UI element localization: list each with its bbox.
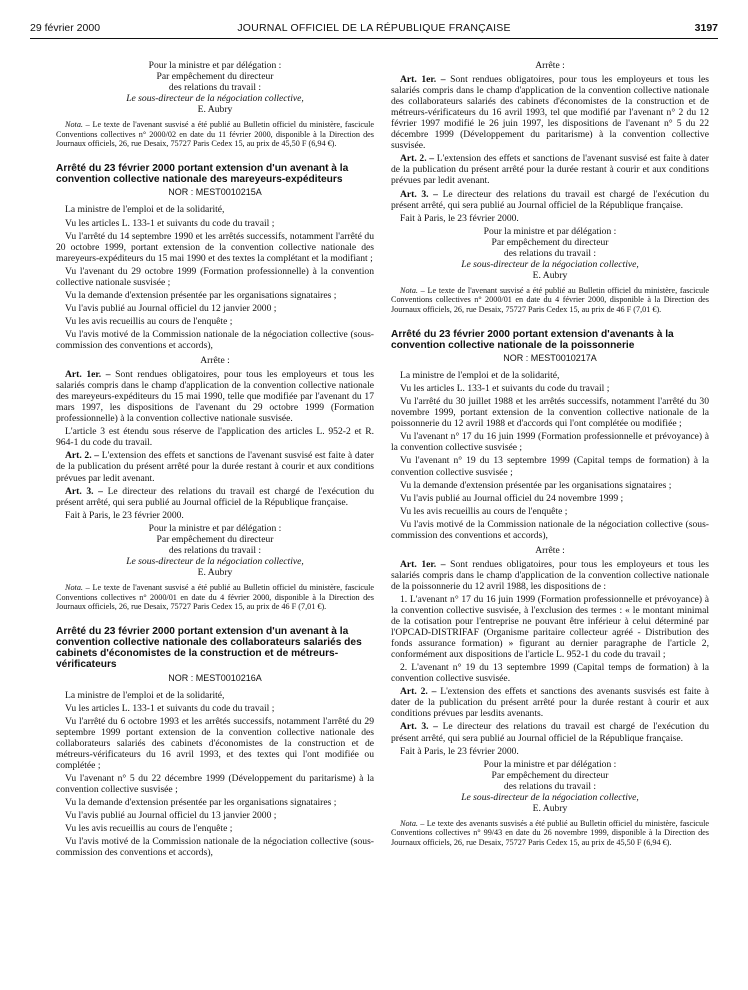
- nota: [56, 120, 374, 149]
- sig-line: Pour la ministre et par délégation :: [483, 758, 617, 770]
- paragraph: Vu l'avis publié au Journal officiel du 13 janvier 2000 ;: [65, 810, 277, 822]
- sig-line: Le sous-directeur de la négociation collective,: [126, 555, 304, 567]
- sig-name: E. Aubry: [197, 566, 233, 578]
- nota: [391, 286, 709, 315]
- sig-line: Le sous-directeur de la négociation collective,: [461, 258, 639, 270]
- list-item: 2. L'avenant n° 19 du 13 septembre 1999 (Capital temps de formation) à la convention collective susvisée.: [391, 662, 709, 685]
- article-label: Art. 1er. –: [400, 74, 446, 86]
- paragraph: Vu l'avenant n° 17 du 16 juin 1999 (Formation professionnelle et prévoyance) à la convention collective susvisée ;: [391, 431, 709, 454]
- nota-text: Le texte des avenants susvisés a été publié au Bulletin officiel du ministère, fascicule Conventions collectives n° 99/43 en date du 26 novembre 1999, disponible à la Direction des Journaux officiels, 26, rue Desaix, 75727 Paris Cedex 15, au prix de 45,50 F (6,94 €).: [391, 818, 710, 848]
- paragraph: La ministre de l'emploi et de la solidarité,: [65, 204, 225, 216]
- sig-line: Pour la ministre et par délégation :: [148, 522, 282, 534]
- signature-block: [391, 226, 709, 281]
- article-text: Le directeur des relations du travail est chargé de l'exécution du présent arrêté, qui sera publié au Journal officiel de la République française.: [391, 188, 709, 211]
- article: [56, 369, 374, 424]
- nota-label: Nota. –: [65, 120, 90, 130]
- arrete-label: Arrête :: [535, 544, 565, 556]
- nota-text: Le texte de l'avenant susvisé a été publié au Bulletin officiel du ministère, fascicule Conventions collectives n° 2000/01 en date du 4 février 2000, disponible à la Direction des Journaux officiels, 26, rue Desaix, 75727 Paris Cedex 15, au prix de 46 F (7,01 €).: [56, 582, 374, 612]
- sig-line: des relations du travail :: [168, 544, 262, 556]
- paragraph: Vu les avis recueillis au cours de l'enquête ;: [65, 315, 233, 327]
- paragraph: Vu l'avis motivé de la Commission nationale de la négociation collective (sous-commission des conventions et accords),: [391, 518, 709, 541]
- paragraph: Vu les articles L. 133-1 et suivants du code du travail ;: [65, 702, 275, 714]
- arrete-title: Arrêté du 23 février 2000 portant extension d'un avenant à la convention collective nationale des collaborateurs salariés des cabinets d'économistes de la construction et de métreurs-vérificateurs: [56, 625, 362, 671]
- arrete-title: Arrêté du 23 février 2000 portant extension d'avenants à la convention collective nationale de la poissonnerie: [391, 328, 674, 351]
- nor-reference: NOR : MESТ0010215A: [168, 187, 262, 198]
- article-label: Art. 2. –: [400, 686, 437, 698]
- paragraph: Vu les articles L. 133-1 et suivants du code du travail ;: [400, 383, 610, 395]
- sig-name: E. Aubry: [532, 802, 568, 814]
- arrete-label: Arrête :: [535, 60, 565, 71]
- sig-name: E. Aubry: [532, 269, 568, 281]
- nota-label: Nota. –: [400, 818, 425, 828]
- paragraph: Vu l'arrêté du 30 juillet 1988 et les arrêtés successifs, notamment l'arrêté du 30 novembre 1999, portant extension de la convention collective nationale de la poissonnerie du 12 avril 1988 et d'accords qui l'ont complétée ou modifiée ;: [391, 396, 709, 430]
- two-columns: [30, 60, 718, 990]
- fait-a-paris: Fait à Paris, le 23 février 2000.: [400, 745, 519, 757]
- article: [391, 721, 709, 743]
- article-text: Sont rendues obligatoires, pour tous les employeurs et tous les salariés compris dans le champ d'application de la convention collective nationale des collaborateurs salariés des cabinets d'économistes de la construction et de métreurs-vérificateurs du 16 avril 1993, tel que modifié par l'avenant n° 2 du 12 février 1997 modifié le 26 juin 1997, les dispositions de l'avenant n° 5 du 22 décembre 1999 (Développement du paritarisme) à la convention collective susvisée.: [391, 74, 709, 152]
- article: [391, 189, 709, 211]
- signature-block: [56, 60, 374, 115]
- paragraph: Vu l'avis publié au Journal officiel du 12 janvier 2000 ;: [65, 302, 277, 314]
- fait-a-paris: Fait à Paris, le 23 février 2000.: [400, 212, 519, 224]
- article: [56, 486, 374, 508]
- sig-line: Le sous-directeur de la négociation collective,: [461, 791, 639, 803]
- nota: [56, 583, 374, 612]
- article-label: Art. 3. –: [65, 485, 103, 497]
- paragraph: Vu l'avenant n° 19 du 13 septembre 1999 (Capital temps de formation) à la convention collective susvisée ;: [391, 455, 709, 478]
- nota-text: Le texte de l'avenant susvisé a été publié au Bulletin officiel du ministère, fascicule Conventions collectives n° 2000/02 en date du 11 février 2000, disponible à la Direction des Journaux officiels, 26, rue Desaix, 75727 Paris Cedex 15, au prix de 45,50 F (6,94 €).: [56, 120, 374, 149]
- paragraph: Vu la demande d'extension présentée par les organisations signataires ;: [400, 479, 672, 491]
- sig-line: Par empêchement du directeur: [491, 236, 609, 248]
- sig-line: Par empêchement du directeur: [491, 769, 609, 781]
- nota-label: Nota. –: [65, 582, 90, 592]
- page-header: [30, 22, 718, 36]
- paragraph: Vu l'avis motivé de la Commission nationale de la négociation collective (sous-commission des conventions et accords),: [56, 328, 374, 351]
- paragraph: Vu la demande d'extension présentée par les organisations signataires ;: [65, 796, 337, 808]
- signature-block: [56, 523, 374, 578]
- article: [391, 153, 709, 186]
- article-text: L'extension des effets et sanctions de l'avenant susvisé est faite à dater de la publication du présent arrêté pour la durée restant à courir et aux conditions prévues par ledit avenant.: [56, 450, 374, 484]
- arrete-title: Arrêté du 23 février 2000 portant extension d'un avenant à la convention collective nationale des mareyeurs-expéditeurs: [56, 163, 349, 186]
- paragraph: Vu les articles L. 133-1 et suivants du code du travail ;: [65, 217, 275, 229]
- article: [56, 450, 374, 483]
- header-date: 29 février 2000: [30, 22, 101, 34]
- header-page-number: 3197: [694, 22, 718, 34]
- paragraph: Vu l'avenant du 29 octobre 1999 (Formation professionnelle) à la convention collective nationale susvisée ;: [56, 265, 374, 288]
- article: [391, 74, 709, 151]
- article-text: L'extension des effets et sanctions de l'avenant susvisé est faite à dater de la publication du présent arrêté pour la durée restant à courir et aux conditions prévues par ledit avenant.: [391, 153, 709, 187]
- paragraph: Vu l'avenant n° 5 du 22 décembre 1999 (Développement du paritarisme) à la convention collective susvisée ;: [56, 772, 374, 795]
- nor-reference: NOR : MESТ0010217A: [503, 353, 597, 364]
- paragraph: Vu la demande d'extension présentée par les organisations signataires ;: [65, 289, 337, 301]
- paragraph: Vu l'arrêté du 6 octobre 1993 et les arrêtés successifs, notamment l'arrêté du 29 septembre 1999 portant extension de la convention collective nationale des collaborateurs salariés des cabinets d'économistes de la construction et de métreurs-vérificateurs du 16 avril 1993, et des textes qui l'ont modifiée ou complétée ;: [56, 715, 374, 771]
- article-text: Sont rendues obligatoires, pour tous les employeurs et tous les salariés compris dans le champ d'application de la convention collective nationale de la poissonnerie du 12 avril 1988, les dispositions de :: [391, 558, 709, 592]
- sig-line: des relations du travail :: [503, 780, 597, 792]
- header-rule: [30, 38, 718, 39]
- paragraph: La ministre de l'emploi et de la solidarité,: [65, 689, 225, 701]
- paragraph: L'article 3 est étendu sous réserve de l'application des articles L. 952-2 et R. 964-1 du code du travail.: [56, 426, 374, 449]
- article: [391, 686, 709, 719]
- article-label: Art. 3. –: [400, 721, 438, 733]
- header-title: JOURNAL OFFICIEL DE LA RÉPUBLIQUE FRANÇAISE: [237, 22, 511, 34]
- paragraph: Vu les avis recueillis au cours de l'enquête ;: [400, 505, 568, 517]
- nota: [391, 819, 709, 848]
- nota-label: Nota. –: [400, 285, 425, 295]
- article: [391, 559, 709, 592]
- nota-text: Le texte de l'avenant susvisé a été publié au Bulletin officiel du ministère, fascicule Conventions collectives n° 2000/01 en date du 4 février 2000, disponible à la Direction des Journaux officiels, 26, rue Desaix, 75727 Paris Cedex 15, au prix de 46 F (7,01 €).: [391, 285, 709, 315]
- paragraph: Vu l'arrêté du 14 septembre 1990 et les arrêtés successifs, notamment l'arrêté du 20 octobre 1999, portant extension de la convention collective nationale des mareyeurs-expéditeurs du 15 mai 1990 et des textes la complétant et la modifiant ;: [56, 230, 374, 264]
- paragraph: Vu les avis recueillis au cours de l'enquête ;: [65, 823, 233, 835]
- sig-line: Pour la ministre et par délégation :: [148, 60, 282, 71]
- sig-line: Pour la ministre et par délégation :: [483, 225, 617, 237]
- fait-a-paris: Fait à Paris, le 23 février 2000.: [65, 509, 184, 521]
- right-column: [391, 60, 709, 852]
- paragraph: Vu l'avis motivé de la Commission nationale de la négociation collective (sous-commission des conventions et accords),: [56, 836, 374, 859]
- sig-line: des relations du travail :: [168, 82, 262, 94]
- article-label: Art. 3. –: [400, 188, 438, 200]
- article-label: Art. 2. –: [65, 450, 100, 462]
- article-label: Art. 1er. –: [400, 558, 446, 570]
- sig-line: Par empêchement du directeur: [156, 71, 274, 83]
- left-column: [56, 60, 374, 860]
- arrete-label: Arrête :: [200, 355, 230, 367]
- sig-line: Le sous-directeur de la négociation collective,: [126, 93, 304, 105]
- paragraph: La ministre de l'emploi et de la solidarité,: [400, 370, 560, 382]
- article-text: Le directeur des relations du travail est chargé de l'exécution du présent arrêté, qui sera publié au Journal officiel de la République française.: [56, 485, 374, 508]
- article-text: L'extension des effets et sanctions des avenants susvisés est faite à dater de la publication du présent arrêté pour la durée restant à courir et aux conditions prévues par lesdits avenants.: [391, 686, 709, 720]
- nor-reference: NOR : MESТ0010216A: [168, 672, 262, 683]
- article-label: Art. 2. –: [400, 153, 435, 165]
- article-text: Sont rendues obligatoires, pour tous les employeurs et tous les salariés compris dans le champ d'application de la convention collective nationale des mareyeurs-expéditeurs du 15 mai 1990, telle que modifiée par l'avenant du 17 mars 1997, les dispositions de l'avenant du 29 octobre 1999 (Formation professionnelle) à la convention collective nationale susvisée.: [56, 369, 374, 425]
- sig-line: des relations du travail :: [503, 247, 597, 259]
- article-label: Art. 1er. –: [65, 369, 111, 381]
- list-item: 1. L'avenant n° 17 du 16 juin 1999 (Formation professionnelle et prévoyance) à la convention collective susvisée, à l'exclusion des termes : « le montant minimal de la cotisation pour l'entreprise ne pouvant être inférieur à celui déterminé par l'OPCAD-DISTRIFAF (Organisme paritaire collecteur agréé - Distribution des fonds assurance formation) » figurant au dernier paragraphe de l'article 2, conformément aux dispositions de l'article L. 952-1 du code du travail ;: [391, 593, 709, 661]
- signature-block: [391, 759, 709, 814]
- sig-name: E. Aubry: [197, 104, 233, 116]
- paragraph: Vu l'avis publié au Journal officiel du 24 novembre 1999 ;: [400, 492, 624, 504]
- sig-line: Par empêchement du directeur: [156, 533, 274, 545]
- article-text: Le directeur des relations du travail est chargé de l'exécution du présent arrêté, qui sera publié au Journal officiel de la République française.: [391, 721, 709, 744]
